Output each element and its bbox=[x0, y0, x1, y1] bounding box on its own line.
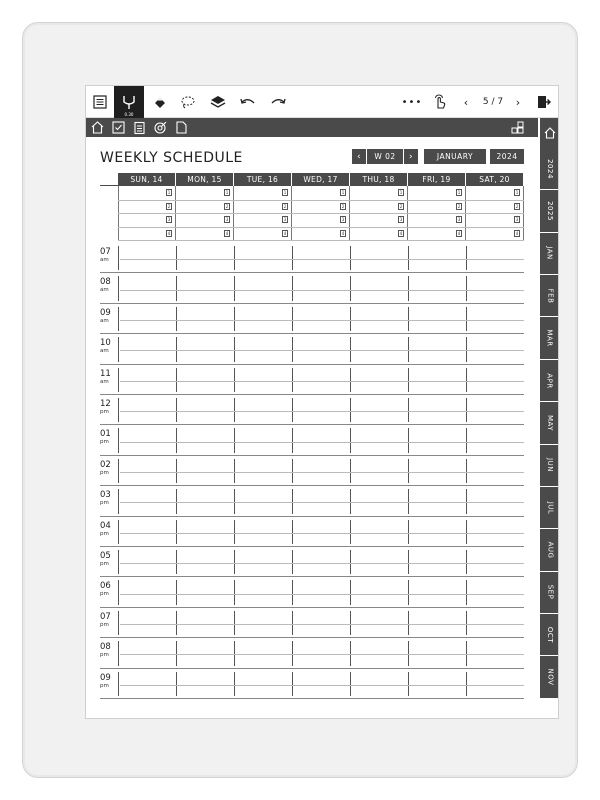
note-page-icon[interactable]: 3 bbox=[341, 217, 345, 222]
menu-button[interactable] bbox=[86, 86, 114, 118]
day-header: TUE, 16 bbox=[234, 173, 291, 186]
note-page-icon[interactable]: 2 bbox=[225, 203, 229, 209]
time-cell-divider bbox=[466, 672, 467, 696]
eraser-icon bbox=[153, 95, 167, 109]
hour-number: 03 bbox=[100, 490, 111, 501]
side-tab-label: APR bbox=[546, 372, 554, 389]
hour-row-line[interactable] bbox=[100, 637, 524, 638]
hour-label-divider bbox=[118, 246, 119, 270]
note-page-icon[interactable]: 3 bbox=[167, 217, 171, 222]
time-cell-divider bbox=[234, 550, 235, 574]
note-page-icon[interactable]: 4 bbox=[457, 230, 461, 236]
pen-size-label: 0.30 bbox=[124, 112, 134, 117]
time-cell-divider bbox=[408, 672, 409, 696]
lasso-button[interactable] bbox=[174, 86, 202, 118]
time-cell-divider bbox=[176, 611, 177, 635]
target-icon[interactable] bbox=[153, 120, 168, 135]
side-tab[interactable] bbox=[540, 614, 559, 656]
side-tab[interactable] bbox=[540, 317, 559, 359]
half-hour-line bbox=[120, 259, 524, 260]
note-page-icon[interactable]: 4 bbox=[283, 230, 287, 236]
hour-meridiem: am bbox=[100, 348, 109, 355]
hour-row-line[interactable] bbox=[100, 516, 524, 517]
hour-label bbox=[100, 582, 118, 597]
hour-number: 09 bbox=[100, 672, 111, 683]
half-hour-line bbox=[120, 502, 524, 503]
side-tab-label: AUG bbox=[546, 541, 554, 559]
side-tab-label: SEP bbox=[546, 585, 554, 600]
hour-label bbox=[100, 643, 118, 658]
hour-meridiem: am bbox=[100, 287, 109, 294]
time-cell-divider bbox=[234, 459, 235, 483]
time-cell-divider bbox=[292, 641, 293, 665]
layers-icon bbox=[210, 95, 226, 109]
checkbox-icon[interactable] bbox=[111, 120, 126, 135]
side-tab-label: OCT bbox=[546, 626, 554, 643]
hour-meridiem: pm bbox=[100, 591, 109, 598]
side-tab[interactable] bbox=[540, 402, 559, 444]
half-hour-line bbox=[120, 563, 524, 564]
page-title: WEEKLY SCHEDULE bbox=[100, 150, 243, 166]
time-cell-divider bbox=[350, 246, 351, 270]
tablet-frame bbox=[22, 22, 578, 778]
hour-label bbox=[100, 370, 118, 385]
time-cell-divider bbox=[176, 428, 177, 452]
time-cell-divider bbox=[466, 580, 467, 604]
time-cell-divider bbox=[350, 307, 351, 331]
page-icon[interactable] bbox=[174, 120, 189, 135]
time-cell-divider bbox=[292, 337, 293, 361]
hour-meridiem: pm bbox=[100, 652, 109, 659]
note-page-icon[interactable]: 1 bbox=[457, 190, 461, 195]
toolbar bbox=[86, 86, 559, 118]
note-page-icon[interactable]: 1 bbox=[283, 190, 287, 195]
time-cell-divider bbox=[408, 307, 409, 331]
time-cell-divider bbox=[234, 246, 235, 270]
hour-row-line[interactable] bbox=[100, 698, 524, 699]
time-cell-divider bbox=[408, 580, 409, 604]
hour-number: 08 bbox=[100, 277, 111, 288]
hour-label-divider bbox=[118, 489, 119, 513]
week-label[interactable]: W 02 bbox=[367, 149, 403, 164]
hour-meridiem: pm bbox=[100, 409, 109, 415]
undo-button[interactable] bbox=[234, 86, 262, 118]
half-hour-line bbox=[120, 624, 524, 625]
hour-meridiem: pm bbox=[100, 469, 109, 476]
day-header: FRI, 19 bbox=[408, 173, 465, 186]
grid-layout-icon[interactable] bbox=[510, 120, 525, 135]
hour-meridiem: pm bbox=[100, 682, 109, 689]
hour-label-divider bbox=[118, 276, 119, 300]
hour-row-line[interactable] bbox=[100, 394, 524, 395]
touch-button[interactable] bbox=[428, 86, 452, 118]
redo-icon bbox=[270, 97, 286, 107]
time-cell-divider bbox=[408, 337, 409, 361]
half-hour-line bbox=[120, 472, 524, 473]
time-cell-divider bbox=[350, 611, 351, 635]
side-tabs bbox=[540, 148, 559, 719]
time-cell-divider bbox=[292, 580, 293, 604]
day-header: THU, 18 bbox=[350, 173, 407, 186]
half-hour-line bbox=[120, 533, 524, 534]
screen bbox=[85, 85, 559, 719]
hour-number: 04 bbox=[100, 520, 111, 531]
day-header: WED, 17 bbox=[292, 173, 349, 186]
note-page-icon[interactable]: 1 bbox=[399, 190, 403, 195]
note-row-line bbox=[118, 200, 524, 201]
time-cell-divider bbox=[292, 520, 293, 544]
time-cell-divider bbox=[234, 489, 235, 513]
hour-label-divider bbox=[118, 398, 119, 422]
time-cell-divider bbox=[466, 276, 467, 300]
hour-number: 02 bbox=[100, 459, 111, 470]
note-row-line bbox=[118, 240, 524, 241]
hour-meridiem: pm bbox=[100, 530, 109, 537]
time-cell-divider bbox=[176, 520, 177, 544]
time-cell-divider bbox=[292, 428, 293, 452]
time-cell-divider bbox=[408, 611, 409, 635]
menu-icon bbox=[93, 95, 107, 109]
hour-label-divider bbox=[118, 428, 119, 452]
time-cell-divider bbox=[466, 489, 467, 513]
hour-label-divider bbox=[118, 459, 119, 483]
time-cell-divider bbox=[292, 489, 293, 513]
time-cell-divider bbox=[466, 428, 467, 452]
time-cell-divider bbox=[350, 641, 351, 665]
note-page-icon[interactable]: 1 bbox=[515, 190, 519, 195]
time-cell-divider bbox=[466, 337, 467, 361]
chevron-right-icon: › bbox=[515, 95, 521, 109]
note-page-icon[interactable]: 4 bbox=[167, 230, 171, 236]
time-cell-divider bbox=[234, 611, 235, 635]
hour-row-line[interactable] bbox=[100, 455, 524, 456]
time-cell-divider bbox=[234, 307, 235, 331]
eraser-button[interactable] bbox=[146, 86, 174, 118]
time-cell-divider bbox=[176, 398, 177, 422]
hour-number: 09 bbox=[100, 307, 111, 318]
half-hour-line bbox=[120, 685, 524, 686]
half-hour-line bbox=[120, 381, 524, 382]
note-page-icon[interactable]: 4 bbox=[225, 230, 229, 236]
time-cell-divider bbox=[350, 672, 351, 696]
time-cell-divider bbox=[350, 489, 351, 513]
hour-meridiem: pm bbox=[100, 621, 109, 628]
time-cell-divider bbox=[292, 459, 293, 483]
note-page-icon[interactable]: 2 bbox=[167, 203, 171, 209]
more-button[interactable]: ••• bbox=[401, 96, 423, 108]
time-cell-divider bbox=[292, 276, 293, 300]
time-cell-divider bbox=[408, 520, 409, 544]
half-hour-line bbox=[120, 411, 524, 412]
note-page-icon[interactable]: 2 bbox=[341, 203, 345, 209]
side-tab[interactable] bbox=[540, 233, 559, 275]
time-cell-divider bbox=[176, 641, 177, 665]
note-page-icon[interactable]: 3 bbox=[457, 217, 461, 222]
hour-label-divider bbox=[118, 611, 119, 635]
time-cell-divider bbox=[234, 428, 235, 452]
time-cell-divider bbox=[292, 611, 293, 635]
exit-icon bbox=[537, 95, 551, 109]
hour-label bbox=[100, 522, 118, 537]
note-page-icon[interactable]: 4 bbox=[341, 230, 345, 236]
time-cell-divider bbox=[466, 550, 467, 574]
time-cell-divider bbox=[408, 398, 409, 422]
half-hour-line bbox=[120, 320, 524, 321]
hour-label bbox=[100, 461, 118, 476]
time-cell-divider bbox=[176, 246, 177, 270]
side-tab-label: JUN bbox=[546, 458, 554, 473]
hour-row-line[interactable] bbox=[100, 485, 524, 486]
half-hour-line bbox=[120, 290, 524, 291]
page-indicator: 5 / 7 bbox=[482, 97, 504, 107]
day-header: MON, 15 bbox=[176, 173, 233, 186]
hour-number: 06 bbox=[100, 581, 111, 592]
note-page-icon[interactable]: 1 bbox=[225, 190, 229, 195]
hour-number: 08 bbox=[100, 642, 111, 653]
hour-label-divider bbox=[118, 641, 119, 665]
note-page-icon[interactable]: 1 bbox=[341, 190, 345, 195]
time-cell-divider bbox=[234, 368, 235, 392]
time-cell-divider bbox=[234, 672, 235, 696]
side-tab-label: FEB bbox=[545, 288, 554, 304]
note-page-icon[interactable]: 4 bbox=[515, 230, 519, 236]
time-cell-divider bbox=[350, 276, 351, 300]
hour-label bbox=[100, 248, 118, 263]
hour-row-line[interactable] bbox=[100, 668, 524, 669]
time-cell-divider bbox=[176, 550, 177, 574]
time-cell-divider bbox=[408, 368, 409, 392]
side-tab-label: MAR bbox=[545, 329, 554, 347]
hour-label-divider bbox=[118, 550, 119, 574]
hour-label bbox=[100, 491, 118, 506]
time-cell-divider bbox=[408, 428, 409, 452]
time-cell-divider bbox=[292, 398, 293, 422]
time-cell-divider bbox=[176, 580, 177, 604]
time-cell-divider bbox=[408, 246, 409, 270]
hour-label bbox=[100, 278, 118, 293]
hour-label-divider bbox=[118, 580, 119, 604]
day-header-spacer bbox=[100, 173, 118, 186]
side-tab[interactable] bbox=[540, 529, 559, 571]
time-cell-divider bbox=[292, 246, 293, 270]
half-hour-line bbox=[120, 654, 524, 655]
exit-button[interactable] bbox=[532, 86, 556, 118]
hour-row-line[interactable] bbox=[100, 576, 524, 577]
note-row-line bbox=[118, 227, 524, 228]
side-tab[interactable] bbox=[540, 572, 559, 614]
time-cell-divider bbox=[176, 276, 177, 300]
year-button[interactable]: 2024 bbox=[490, 149, 524, 164]
time-cell-divider bbox=[408, 641, 409, 665]
note-page-icon[interactable]: 2 bbox=[457, 203, 461, 209]
note-page-icon[interactable]: 2 bbox=[283, 203, 287, 209]
time-cell-divider bbox=[408, 459, 409, 483]
side-tab-label: JAN bbox=[546, 246, 554, 261]
time-cell-divider bbox=[176, 672, 177, 696]
chevron-left-icon: ‹ bbox=[463, 95, 469, 109]
hour-label-divider bbox=[118, 307, 119, 331]
hour-label bbox=[100, 430, 118, 445]
time-cell-divider bbox=[350, 550, 351, 574]
day-header: SUN, 14 bbox=[118, 173, 175, 186]
hour-row-line[interactable] bbox=[100, 364, 524, 365]
note-page-icon[interactable]: 4 bbox=[399, 230, 403, 236]
hour-number: 11 bbox=[100, 368, 111, 379]
side-tab[interactable] bbox=[540, 445, 559, 487]
note-page-icon[interactable]: 3 bbox=[515, 217, 519, 222]
side-tab[interactable] bbox=[540, 148, 559, 190]
home-icon[interactable] bbox=[90, 120, 105, 135]
time-cell-divider bbox=[292, 550, 293, 574]
hour-number: 10 bbox=[100, 338, 111, 349]
time-cell-divider bbox=[408, 276, 409, 300]
pen-icon bbox=[121, 94, 137, 110]
time-cell-divider bbox=[234, 337, 235, 361]
time-cell-divider bbox=[350, 368, 351, 392]
hour-number: 12 bbox=[100, 399, 111, 409]
side-tab-label: NOV bbox=[545, 668, 554, 686]
time-cell-divider bbox=[350, 580, 351, 604]
prev-week-button[interactable]: ‹ bbox=[352, 149, 366, 164]
hour-label-divider bbox=[118, 520, 119, 544]
hour-label bbox=[100, 339, 118, 354]
time-cell-divider bbox=[408, 489, 409, 513]
hour-meridiem: am bbox=[100, 378, 109, 385]
hour-label-divider bbox=[118, 337, 119, 361]
time-cell-divider bbox=[466, 246, 467, 270]
hour-meridiem: am bbox=[100, 257, 109, 263]
hour-number: 07 bbox=[100, 611, 111, 622]
side-tab-label: 2024 bbox=[545, 158, 554, 179]
side-tab[interactable] bbox=[540, 360, 559, 402]
hour-label bbox=[100, 613, 118, 628]
next-page-button[interactable] bbox=[510, 86, 526, 118]
time-cell-divider bbox=[466, 641, 467, 665]
side-home-tab[interactable] bbox=[540, 118, 559, 148]
hour-row-line[interactable] bbox=[100, 607, 524, 608]
note-row-line bbox=[118, 213, 524, 214]
time-cell-divider bbox=[466, 611, 467, 635]
side-tab-label: JUL bbox=[546, 501, 554, 514]
time-cell-divider bbox=[176, 307, 177, 331]
hour-number: 01 bbox=[100, 429, 111, 440]
redo-button[interactable] bbox=[264, 86, 292, 118]
hour-row-line[interactable] bbox=[100, 333, 524, 334]
home-icon bbox=[543, 126, 557, 140]
time-cell-divider bbox=[234, 276, 235, 300]
hour-row-line[interactable] bbox=[100, 303, 524, 304]
time-cell-divider bbox=[292, 672, 293, 696]
time-cell-divider bbox=[176, 489, 177, 513]
time-cell-divider bbox=[176, 337, 177, 361]
hour-meridiem: pm bbox=[100, 500, 109, 507]
time-cell-divider bbox=[466, 307, 467, 331]
template-nav-bar bbox=[86, 118, 538, 137]
day-header: SAT, 20 bbox=[466, 173, 523, 186]
side-tab-label: 2025 bbox=[545, 201, 554, 221]
next-week-button[interactable]: › bbox=[404, 149, 418, 164]
hour-number: 07 bbox=[100, 247, 111, 257]
time-cell-divider bbox=[176, 368, 177, 392]
side-tab[interactable] bbox=[540, 656, 559, 698]
hour-label bbox=[100, 674, 118, 689]
side-tab[interactable] bbox=[540, 190, 559, 232]
time-cell-divider bbox=[234, 520, 235, 544]
note-page-icon[interactable]: 1 bbox=[167, 190, 171, 195]
hour-meridiem: pm bbox=[100, 561, 109, 567]
prev-page-button[interactable] bbox=[458, 86, 474, 118]
month-button[interactable]: JANUARY bbox=[424, 149, 486, 164]
time-cell-divider bbox=[292, 307, 293, 331]
time-cell-divider bbox=[292, 368, 293, 392]
half-hour-line bbox=[120, 594, 524, 595]
clipboard-icon[interactable] bbox=[132, 120, 147, 135]
layers-button[interactable] bbox=[204, 86, 232, 118]
time-cell-divider bbox=[234, 580, 235, 604]
hour-label bbox=[100, 309, 118, 324]
half-hour-line bbox=[120, 350, 524, 351]
time-cell-divider bbox=[350, 520, 351, 544]
half-hour-line bbox=[120, 442, 524, 443]
hour-meridiem: am bbox=[100, 317, 109, 324]
note-page-icon[interactable]: 2 bbox=[399, 203, 403, 209]
hour-label-divider bbox=[118, 672, 119, 696]
hour-row-line[interactable] bbox=[100, 546, 524, 547]
hour-row-line[interactable] bbox=[100, 272, 524, 273]
hour-meridiem: pm bbox=[100, 439, 109, 446]
time-cell-divider bbox=[350, 337, 351, 361]
time-cell-divider bbox=[234, 398, 235, 422]
hour-label bbox=[100, 400, 118, 415]
hour-number: 05 bbox=[100, 551, 111, 561]
time-cell-divider bbox=[466, 398, 467, 422]
side-tab[interactable] bbox=[540, 275, 559, 317]
time-cell-divider bbox=[466, 459, 467, 483]
undo-icon bbox=[240, 97, 256, 107]
note-page-icon[interactable]: 2 bbox=[515, 203, 519, 209]
time-cell-divider bbox=[350, 428, 351, 452]
note-page-icon[interactable]: 3 bbox=[399, 217, 403, 222]
pen-tool-button[interactable] bbox=[114, 86, 144, 118]
hour-row-line[interactable] bbox=[100, 424, 524, 425]
time-cell-divider bbox=[466, 520, 467, 544]
time-cell-divider bbox=[350, 398, 351, 422]
hand-pointer-icon bbox=[432, 94, 448, 110]
hour-label bbox=[100, 552, 118, 567]
note-page-icon[interactable]: 3 bbox=[225, 217, 229, 222]
lasso-icon bbox=[180, 95, 196, 109]
time-cell-divider bbox=[466, 368, 467, 392]
note-page-icon[interactable]: 3 bbox=[283, 217, 287, 222]
time-cell-divider bbox=[350, 459, 351, 483]
time-cell-divider bbox=[408, 550, 409, 574]
side-tab-label: MAY bbox=[546, 414, 554, 431]
side-tab[interactable] bbox=[540, 487, 559, 529]
hour-label-divider bbox=[118, 368, 119, 392]
time-cell-divider bbox=[234, 641, 235, 665]
time-cell-divider bbox=[176, 459, 177, 483]
